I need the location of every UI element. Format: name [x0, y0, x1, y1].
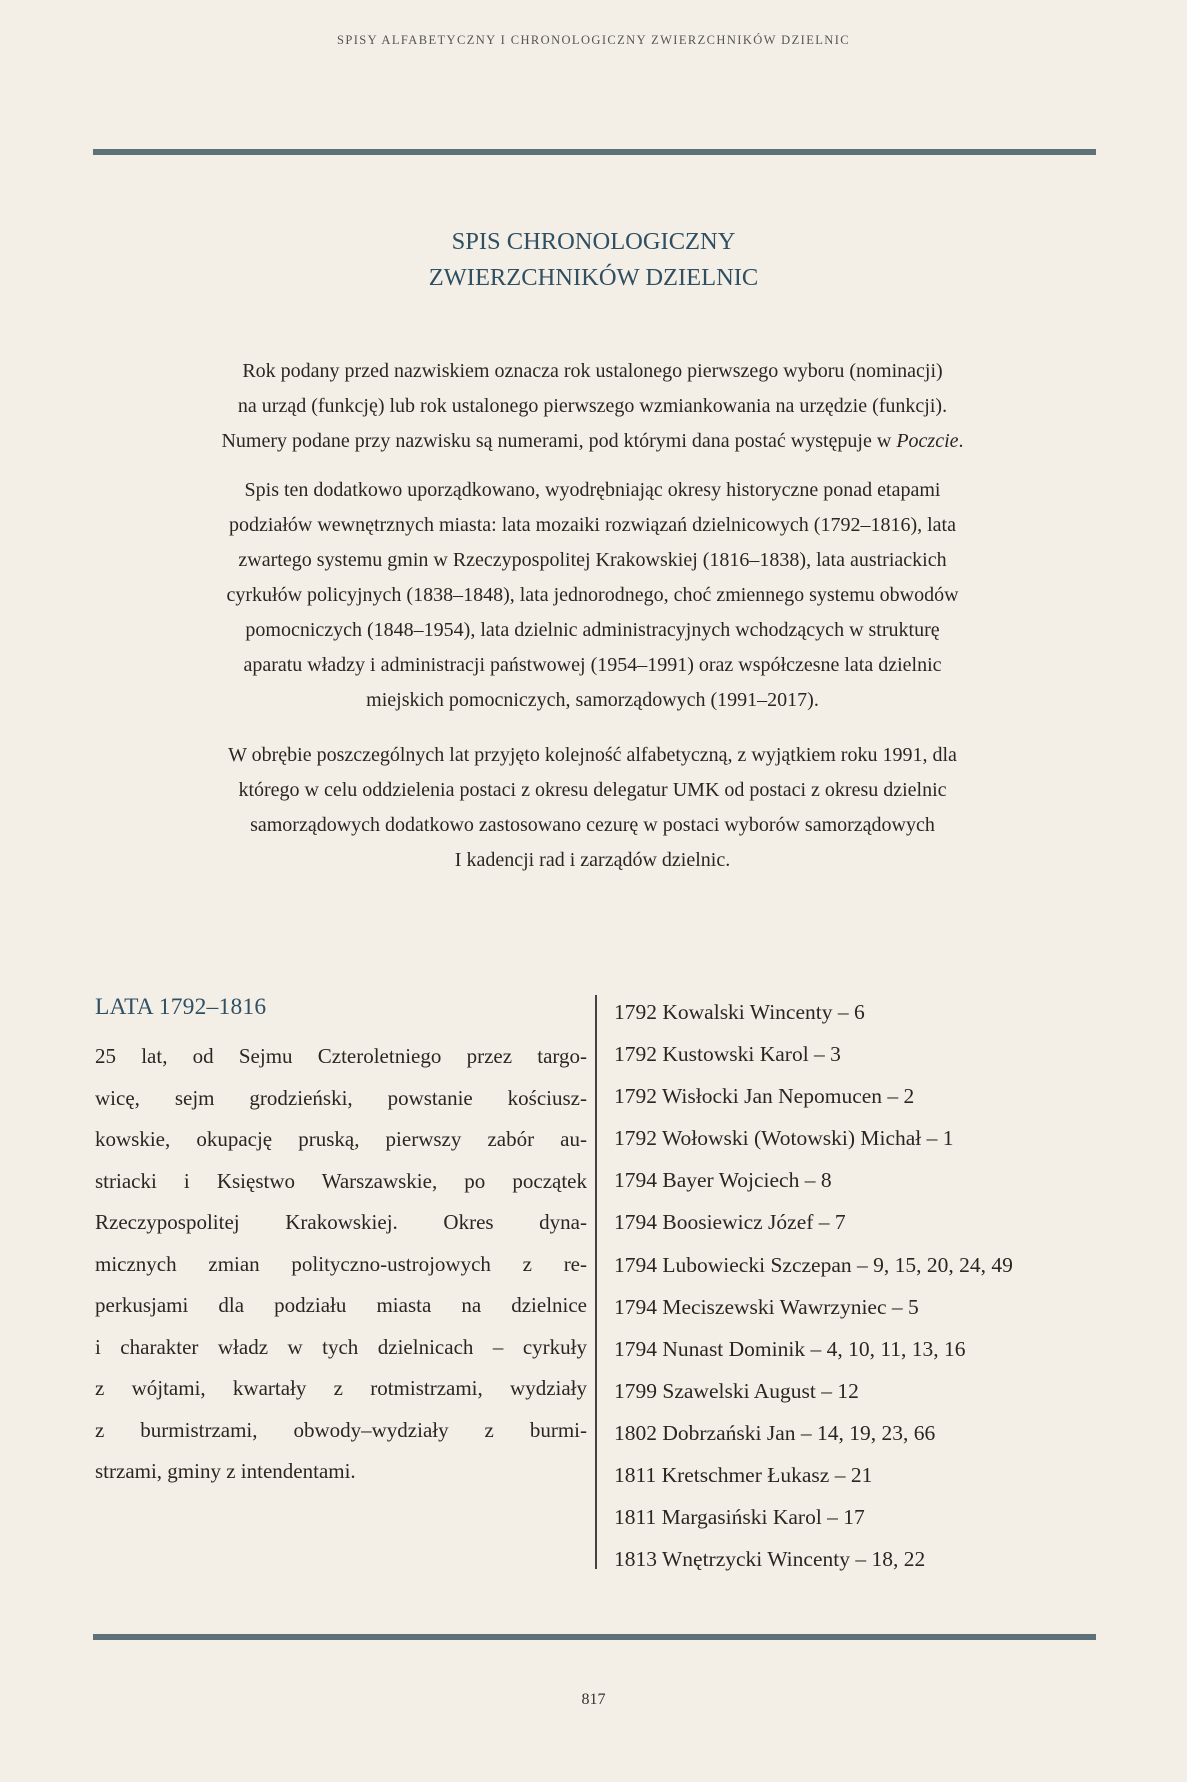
intro-p2-line: miejskich pomocniczych, samorządowych (1991–2017).	[366, 689, 819, 711]
list-item: 1794 Nunast Dominik – 4, 10, 11, 13, 16	[614, 1336, 966, 1361]
list-item: 1811 Margasiński Karol – 17	[614, 1505, 865, 1530]
description-line: i charakter władz w tych dzielnicach – cyrkuły	[95, 1334, 587, 1359]
section-heading: LATA 1792–1816	[95, 994, 267, 1020]
running-head: SPISY ALFABETYCZNY I CHRONOLOGICZNY ZWIERZCHNIKÓW DZIELNIC	[337, 33, 850, 47]
column-divider	[595, 995, 597, 1569]
intro-p3-line: którego w celu oddzielenia postaci z okresu delegatur UMK od postaci z okresu dzielnic	[238, 779, 947, 801]
list-item: 1792 Wołowski (Wotowski) Michał – 1	[614, 1126, 954, 1151]
section-description	[95, 1036, 587, 1493]
list-item: 1799 Szawelski August – 12	[614, 1378, 859, 1403]
description-line: kowskie, okupację pruską, pierwszy zabór au-	[95, 1127, 587, 1151]
list-item: 1794 Bayer Wojciech – 8	[614, 1168, 832, 1193]
intro-p1-line-3: Numery podane przy nazwisku są numerami, pod którymi dana postać występuje w	[221, 430, 897, 452]
intro-p1-line-3-end: .	[958, 430, 964, 452]
description-line: striacki i Księstwo Warszawskie, po początek	[95, 1168, 587, 1193]
description-line: wicę, sejm grodzieński, powstanie kościusz-	[95, 1085, 587, 1110]
page-title	[0, 224, 1187, 296]
description-line: perkusjami dla podziału miasta na dzielnice	[95, 1293, 587, 1317]
intro-p1-line-1: Rok podany przed nazwiskiem oznacza rok ustalonego pierwszego wyboru (nominacji)	[242, 360, 943, 382]
list-item: 1792 Kowalski Wincenty – 6	[614, 1000, 865, 1024]
list-item: 1792 Kustowski Karol – 3	[614, 1042, 841, 1067]
intro-p2-line: podziałów wewnętrznych miasta: lata mozaiki rozwiązań dzielnicowych (1792–1816), lata	[229, 514, 956, 536]
intro-paragraph-2	[140, 473, 1045, 718]
description-line: micznych zmian polityczno-ustrojowych z re-	[95, 1251, 587, 1276]
bottom-rule	[93, 1634, 1096, 1640]
chronological-entry-list	[614, 991, 1013, 1580]
list-item: 1802 Dobrzański Jan – 14, 19, 23, 66	[614, 1420, 936, 1445]
intro-p2-line: zwartego systemu gmin w Rzeczypospolitej Krakowskiej (1816–1838), lata austriackich	[238, 549, 947, 571]
page-number: 817	[581, 1691, 606, 1708]
title-line-2: ZWIERZCHNIKÓW DZIELNIC	[428, 264, 759, 291]
intro-p1-line-2: na urząd (funkcję) lub rok ustalonego pierwszego wzmiankowania na urzędzie (funkcji).	[237, 395, 948, 417]
intro-p2-line: aparatu władzy i administracji państwowej (1954–1991) oraz współczesne lata dzielnic	[243, 654, 942, 676]
intro-paragraph-3	[140, 738, 1045, 878]
list-item: 1794 Lubowiecki Szczepan – 9, 15, 20, 24, 49	[614, 1252, 1013, 1277]
description-line: z wójtami, kwartały z rotmistrzami, wydziały	[95, 1376, 587, 1400]
description-line: strzami, gminy z intendentami.	[95, 1459, 356, 1483]
intro-paragraph-1	[140, 354, 1045, 459]
intro-p3-line: W obrębie poszczególnych lat przyjęto kolejność alfabetyczną, z wyjątkiem roku 1991, dla	[228, 744, 957, 766]
intro-p3-line: I kadencji rad i zarządów dzielnic.	[454, 849, 731, 871]
list-item: 1792 Wisłocki Jan Nepomucen – 2	[614, 1084, 915, 1109]
title-line-1: SPIS CHRONOLOGICZNY	[451, 228, 736, 255]
top-rule	[93, 149, 1096, 155]
description-line: Rzeczypospolitej Krakowskiej. Okres dyna-	[95, 1210, 587, 1234]
list-item: 1794 Boosiewicz Józef – 7	[614, 1210, 846, 1235]
poczet-title-italic: Poczcie	[896, 430, 959, 452]
intro-p2-line: cyrkułów policyjnych (1838–1848), lata jednorodnego, choć zmiennego systemu obwodów	[226, 584, 959, 606]
description-line: 25 lat, od Sejmu Czteroletniego przez targo-	[95, 1044, 587, 1068]
list-item: 1813 Wnętrzycki Wincenty – 18, 22	[614, 1547, 926, 1572]
list-item: 1794 Meciszewski Wawrzyniec – 5	[614, 1294, 919, 1319]
description-line: z burmistrzami, obwody–wydziały z burmi-	[95, 1417, 587, 1442]
list-item: 1811 Kretschmer Łukasz – 21	[614, 1463, 873, 1488]
intro-p3-line: samorządowych dodatkowo zastosowano cezurę w postaci wyborów samorządowych	[250, 814, 935, 836]
intro-p2-line: Spis ten dodatkowo uporządkowano, wyodrębniając okresy historyczne ponad etapami	[244, 479, 941, 501]
intro-p2-line: pomocniczych (1848–1954), lata dzielnic administracyjnych wchodzących w strukturę	[245, 619, 940, 641]
